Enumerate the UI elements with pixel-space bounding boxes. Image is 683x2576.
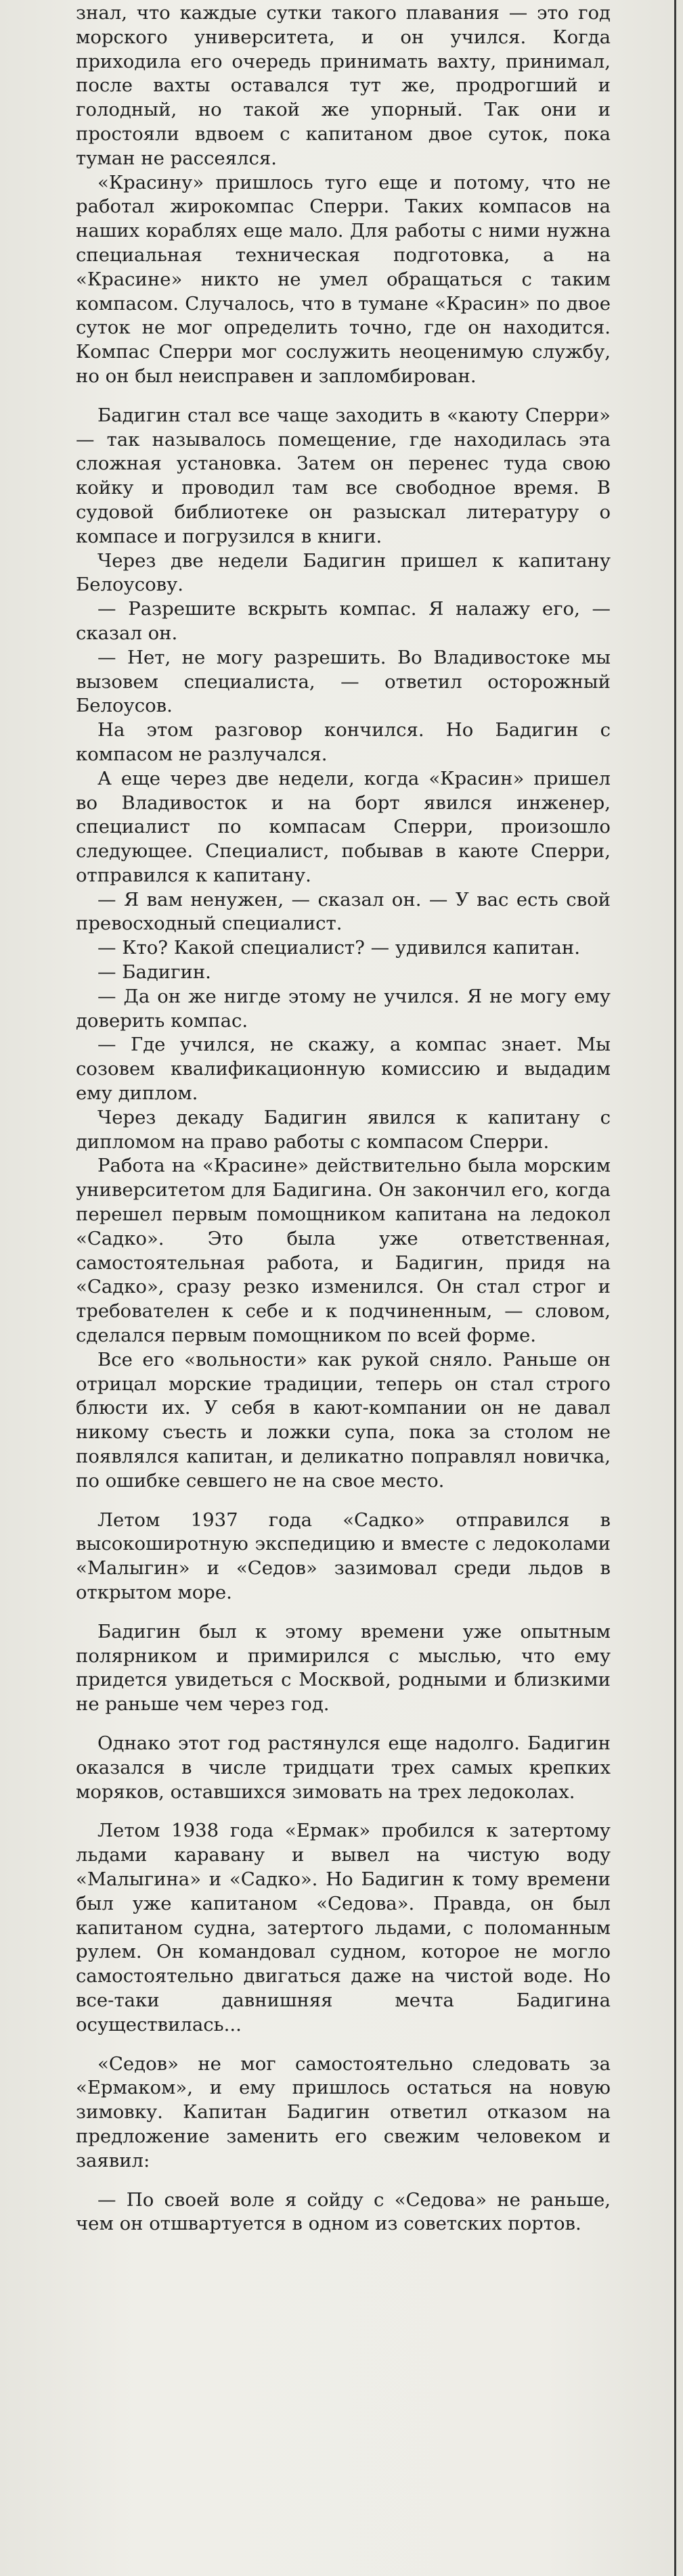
paragraph-3: Бадигин стал все чаще заходить в «каюту Сперри» — так называлось помещение, где находилась эта сложная установка. Затем он перенес туда свою койку и проводил там все свободное время. В судовой библиотеке он разыскал литературу о компасе и погрузился в книги.: [76, 404, 611, 547]
paragraph-21: «Седов» не мог самостоятельно следовать за «Ермаком», и ему пришлось остаться на новую зимовку. Капитан Бадигин ответил отказом на предложение заменить его свежим человеком и заявил:: [76, 2052, 611, 2171]
paragraph-15: Работа на «Красине» действительно была морским университетом для Бадигина. Он закончил его, когда перешел первым помощником капитана на ледокол «Садко». Это была уже ответственная, самостоятельная работа, и Бадигин, придя на «Садко», сразу резко изменился. Он стал строг и требователен к себе и к подчиненным, — словом, сделался первым помощником по всей форме.: [76, 1155, 611, 1347]
paragraph-12: — Да он же нигде этому не учился. Я не могу ему доверить компас.: [76, 985, 611, 1032]
paragraph-13: — Где учился, не скажу, а компас знает. Мы созовем квалификационную комиссию и выдадим ему диплом.: [76, 1034, 611, 1105]
paragraph-7: На этом разговор кончился. Но Бадигин с компасом не разлучался.: [76, 719, 611, 765]
paragraph-10: — Кто? Какой специалист? — удивился капитан.: [97, 937, 580, 959]
paragraph-14: Через декаду Бадигин явился к капитану с дипломом на право работы с компасом Сперри.: [76, 1106, 611, 1153]
paragraph-4: Через две недели Бадигин пришел к капитану Белоусову.: [76, 549, 611, 596]
paragraph-1: знал, что каждые сутки такого плавания — это год морского университета, и он учился. Когда приходила его очередь принимать вахту, принимал, после вахты оставался тут же, продрогший и голодный, но такой же упорный. Так они и простояли вдвоем с капитаном двое суток, пока туман не рассеялся.: [76, 2, 611, 169]
paragraph-18: Бадигин был к этому времени уже опытным полярником и примирился с мыслью, что ему придется увидеться с Москвой, родными и близкими не раньше чем через год.: [76, 1620, 611, 1716]
paragraph-5: — Разрешите вскрыть компас. Я налажу его, — сказал он.: [76, 598, 611, 644]
paragraph-6: — Нет, не могу разрешить. Во Владивостоке мы вызовем специалиста, — ответил осторожный Белоусов.: [76, 646, 611, 717]
paragraph-17: Летом 1937 года «Садко» отправился в высокоширотную экспедицию и вместе с ледоколами «Малыгин» и «Седов» зазимовал среди льдов в открытом море.: [76, 1509, 611, 1603]
paragraph-20: Летом 1938 года «Ермак» пробился к затертому льдами каравану и вывел на чистую воду «Малыгина» и «Садко». Но Бадигин к тому времени был уже капитаном «Седова». Правда, он был капитаном судна, затертого льдами, с поломанным рулем. Он командовал судном, которое не могло самостоятельно двигаться даже на чистой воде. Но все-таки давнишняя мечта Бадигина осуществилась...: [76, 1820, 611, 2036]
paragraph-2: «Красину» пришлось туго еще и потому, что не работал жирокомпас Сперри. Таких компасов на наших кораблях еще мало. Для работы с ними нужна специальная техническая подготовка, а на «Красине» никто не умел обращаться с таким компасом. Случалось, что в тумане «Красин» по двое суток не мог определить точно, где он находится. Компас Сперри мог сослужить неоценимую службу, но он был неисправен и запломбирован.: [76, 171, 611, 387]
paragraph-8: А еще через две недели, когда «Красин» пришел во Владивосток и на борт явился инженер, специалист по компасам Сперри, произошло следующее. Специалист, побывав в каюте Сперри, отправился к капитану.: [76, 767, 611, 886]
paragraph-9: — Я вам ненужен, — сказал он. — У вас есть свой превосходный специалист.: [76, 888, 611, 935]
paragraph-16: Все его «вольности» как рукой сняло. Раньше он отрицал морские традиции, теперь он стал строго блюсти их. У себя в кают-компании он не давал никому съесть и ложки супа, пока за столом не появлялся капитан, и деликатно поправлял новичка, по ошибке севшего не на свое место.: [76, 1348, 611, 1492]
paragraph-11: — Бадигин.: [97, 961, 211, 984]
paragraph-19: Однако этот год растянулся еще надолго. Бадигин оказался в числе тридцати трех самых крепких моряков, оставшихся зимовать на трех ледоколах.: [76, 1732, 611, 1803]
article-column: [76, 1, 611, 2236]
column-rule: [674, 0, 676, 2576]
paragraph-22: — По своей воле я сойду с «Седова» не раньше, чем он отшвартуется в одном из советских портов.: [76, 2188, 611, 2235]
